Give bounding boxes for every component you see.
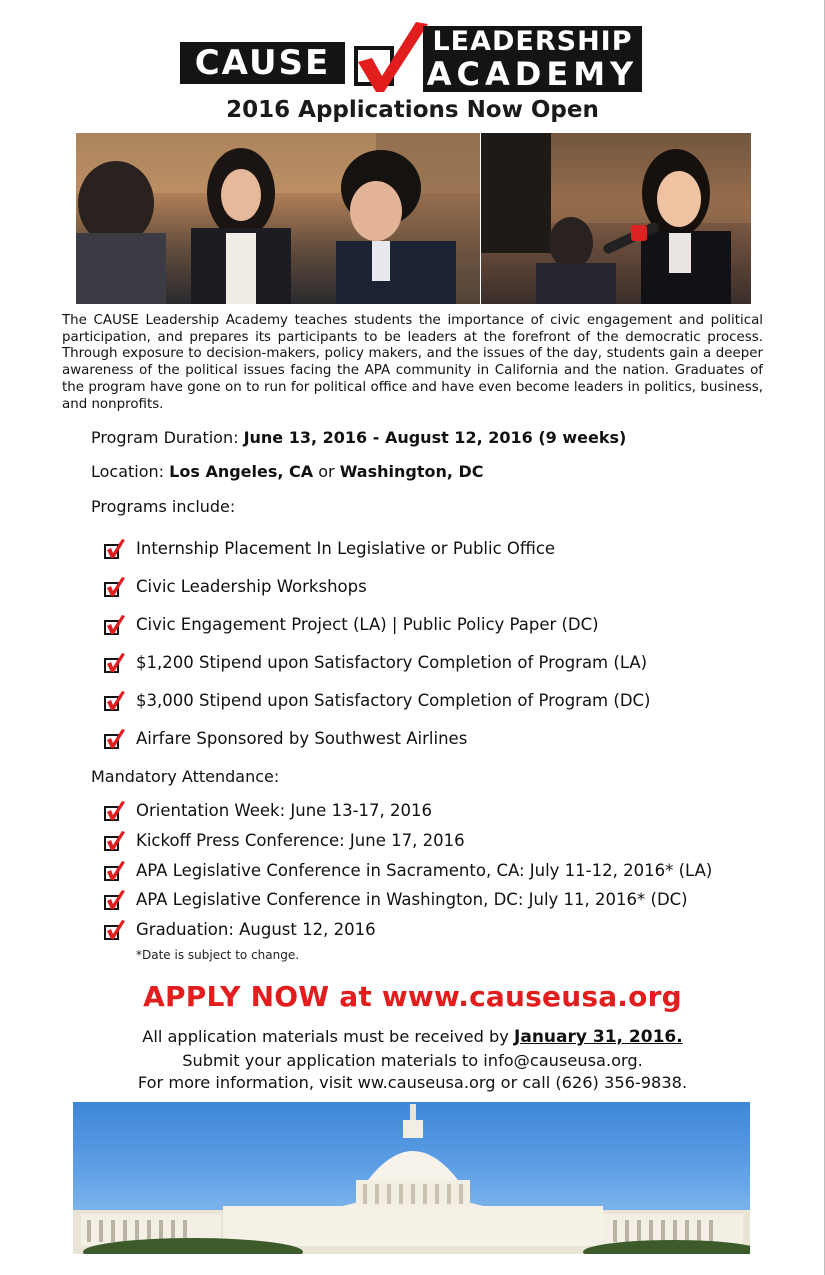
program-duration (91, 428, 626, 447)
program-item-text: Internship Placement In Legislative or Public Office (136, 539, 556, 558)
programs-heading: Programs include: (91, 497, 236, 516)
press-interview-photo (481, 133, 751, 304)
program-item-text: $1,200 Stipend upon Satisfactory Completion of Program (LA) (136, 653, 648, 672)
students-photo (76, 133, 480, 304)
attendance-item-text: APA Legislative Conference in Washington, DC: July 11, 2016* (DC) (136, 890, 688, 909)
red-checkbox-icon (104, 538, 126, 560)
cause-logo (180, 18, 642, 94)
page-title: 2016 Applications Now Open (226, 97, 599, 123)
red-checkbox-icon (104, 614, 126, 636)
more-info-line: For more information, visit ww.causeusa.org or call (626) 356-9838. (137, 1073, 688, 1092)
location-label: Location: (91, 462, 170, 481)
red-checkbox-icon (104, 652, 126, 674)
location-or: or (313, 462, 340, 481)
red-checkbox-icon (104, 860, 126, 882)
attendance-heading: Mandatory Attendance: (91, 767, 280, 786)
attendance-item-text: APA Legislative Conference in Sacramento, CA: July 11-12, 2016* (LA) (136, 861, 713, 880)
submit-line: Submit your application materials to info@causeusa.org. (182, 1051, 643, 1070)
red-checkbox-icon (104, 800, 126, 822)
attendance-item-text: Orientation Week: June 13-17, 2016 (136, 801, 433, 820)
logo-cause-text: CAUSE (180, 42, 345, 84)
attendance-item-text: Graduation: August 12, 2016 (136, 920, 376, 939)
program-item-text: Civic Engagement Project (LA) | Public Policy Paper (DC) (136, 615, 599, 634)
program-location (91, 462, 484, 481)
red-checkbox-icon (104, 690, 126, 712)
program-item-text: $3,000 Stipend upon Satisfactory Completion of Program (DC) (136, 691, 651, 710)
red-checkbox-icon (104, 830, 126, 852)
logo-academy-text: ACADEMY (426, 55, 639, 93)
logo-leadership-text: LEADERSHIP (432, 26, 633, 57)
capitol-building-photo (73, 1102, 750, 1254)
intro-paragraph: The CAUSE Leadership Academy teaches students the importance of civic engagement and political participation, and prepares its participants to be leaders at the forefront of the democratic process. Through exposure to decision-makers, policy makers, and the issues of the day, students gain a deeper awareness of the political issues facing the APA community in California and the nation. Graduates of the program have gone on to run for political office and have even become leaders in politics, business, and nonprofits. (62, 313, 763, 412)
program-item-text: Airfare Sponsored by Southwest Airlines (136, 729, 468, 748)
deadline-line (0, 1027, 825, 1047)
red-checkmark-icon (350, 18, 430, 96)
location-la: Los Angeles, CA (169, 462, 314, 481)
deadline-date: January 31, 2016. (514, 1027, 683, 1047)
duration-value: June 13, 2016 - August 12, 2016 (9 weeks) (243, 428, 627, 447)
duration-label: Program Duration: (91, 428, 244, 447)
program-item-text: Civic Leadership Workshops (136, 577, 367, 596)
apply-now-banner: APPLY NOW at www.causeusa.org (143, 980, 682, 1013)
location-dc: Washington, DC (339, 462, 484, 481)
red-checkbox-icon (104, 728, 126, 750)
red-checkbox-icon (104, 919, 126, 941)
red-checkbox-icon (104, 889, 126, 911)
red-checkbox-icon (104, 576, 126, 598)
date-footnote: *Date is subject to change. (136, 948, 300, 962)
attendance-item-text: Kickoff Press Conference: June 17, 2016 (136, 831, 465, 850)
deadline-prefix: All application materials must be received by (142, 1027, 515, 1046)
logo-leadership-academy (423, 26, 642, 92)
